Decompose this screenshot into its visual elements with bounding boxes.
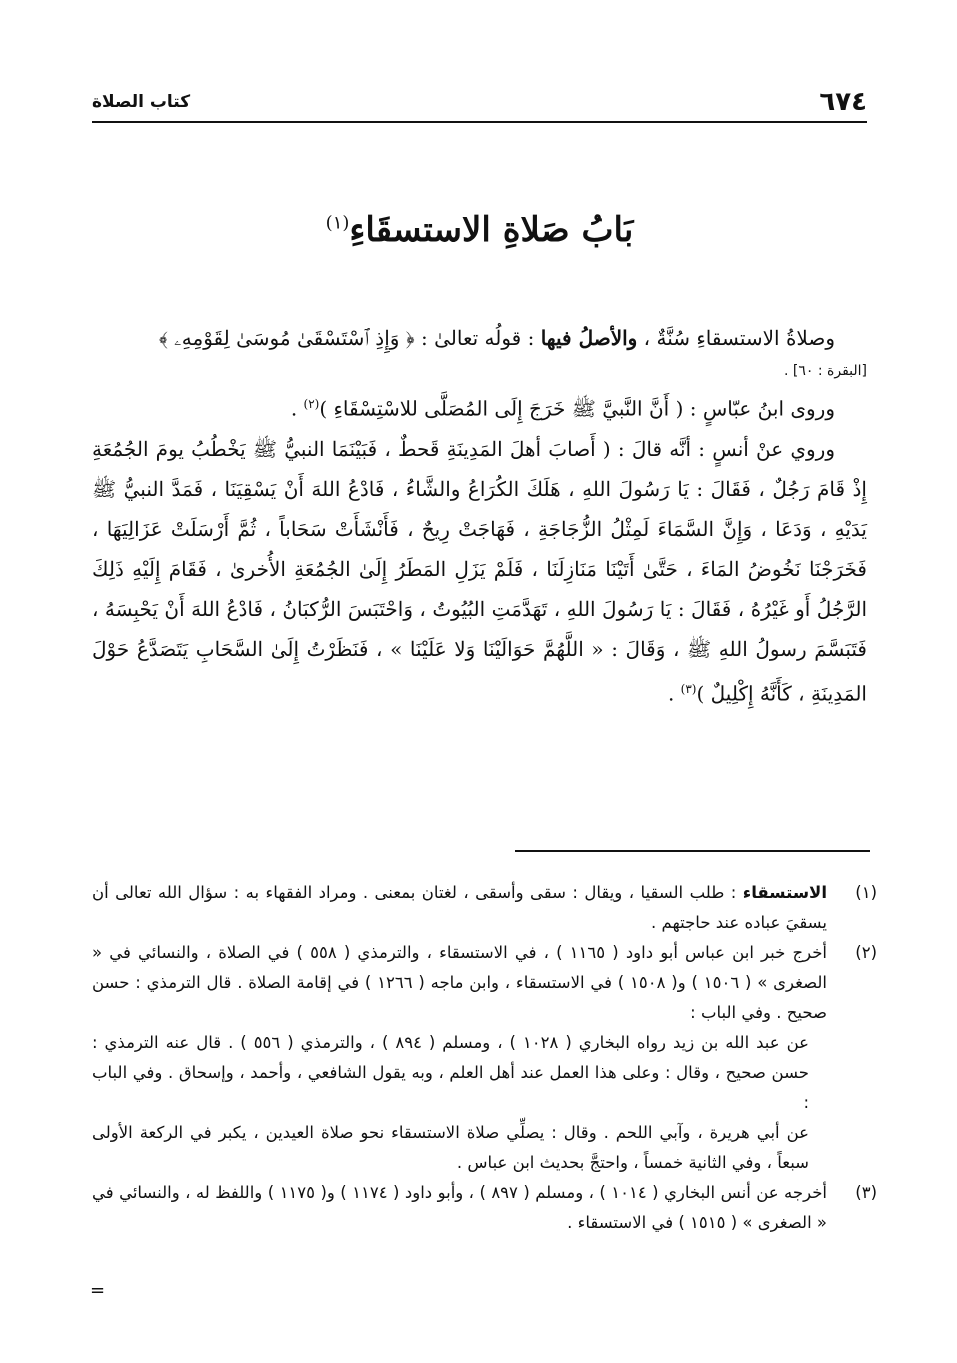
footnote-3	[92, 1178, 877, 1238]
p2-text: وروى ابنُ عبّاسٍ : ( أَنَّ النَّبيَّ ﷺ خَرَجَ إِلَى المُصَلَّى للاسْتِسْقَاءِ )	[319, 396, 835, 421]
footnote-marker-1: (١)	[325, 212, 350, 234]
paragraph-1	[92, 318, 867, 358]
page-number: ٦٧٤	[819, 87, 867, 117]
footnote-divider	[515, 850, 870, 852]
header-divider	[92, 121, 867, 123]
verse-reference: [البقرة : ٦٠] .	[783, 363, 867, 379]
paragraph-3	[92, 429, 867, 714]
p1-rest: : قولُه تعالىٰ : ﴿ وَإِذِ ٱسْتَسْقَىٰ مُوسَىٰ لِقَوْمِهِۦ ﴾	[158, 326, 541, 350]
continuation-mark: =	[90, 1280, 106, 1301]
p3-text: وروي عنْ أنسٍ : أنَّه قالَ : ( أَصابَ أهلَ المَدِينَةِ قَحطٌ ، فَبَيْنَمَا النبيُّ ﷺ يَخْطُبُ يومَ الجُمُعَةِ إِذْ قَامَ رَجُلٌ ، فَقَالَ : يَا رَسُولَ اللهِ ، هَلَكَ الكُرَاعُ والشَّاءُ ، فَادْعُ اللهَ أَنْ يَسْقِيَنَا ، فَمَدَّ النبيُّ ﷺ يَدَيْهِ ، وَدَعَا ، وَإِنَّ السَّمَاءَ لَمِثْلُ الزُّجَاجَةِ ، فَهَاجَتْ رِيحٌ ، فَأَنْشَأَتْ سَحَاباً ، ثُمَّ أَرْسَلَتْ عَزَالِيَهَا ، فَخَرَجْنَا نَخُوضُ المَاءَ ، حَتَّىٰ أَتَيْنَا مَنَازِلَنَا ، فَلَمْ يَزَلِ المَطَرُ إِلَىٰ الجُمُعَةِ الأُخرىٰ ، فَقَامَ إِلَيْهِ ذَلِكَ الرَّجُلُ أَو غَيْرُهُ ، فَقَالَ : يَا رَسُولَ اللهِ ، تَهَدَّمَتِ البُيُوتُ ، وَاحْتَبَسَ الرُّكبَانُ ، فَادْعُ اللهَ أَنْ يَحْبِسَهُ ، فَتَبَسَّمَ رسولُ اللهِ ﷺ ، وَقَالَ : « اللَّهُمَّ حَوَالَيْنَا وَلا عَلَيْنَا » ، فَنَظَرْتُ إِلَىٰ السَّحَابِ يَتَصَدَّعُ حَوْلَ المَدِينَةِ ، كَأَنَّهُ إِكْلِيلٌ )	[92, 436, 867, 706]
footnote-body	[92, 1178, 827, 1238]
chapter-title	[92, 210, 867, 250]
footnote-text: أخرجه عن أنس البخاري ( ١٠١٤ ) ، ومسلم ( ٨٩٧ ) ، وأبو داود ( ١١٧٤ ) و( ١١٧٥ ) واللفظ له ، والنسائي في « الصغرى » ( ١٥١٥ ) في الاستسقاء .	[92, 1183, 827, 1232]
footnote-sub-2: عن أبي هريرة ، وآبي اللحم . وقال : يصلِّي صلاة الاستسقاء نحو صلاة العيدين ، يكبر في الركعة الأولى سبعاً ، وفي الثانية خمساً ، واحتجَّ بحديث ابن عباس .	[92, 1123, 809, 1172]
p1-lead: وصلاةُ الاستسقاءِ سُنَّةٌ ،	[637, 326, 835, 350]
p1-bold: والأصلُ فيها	[540, 326, 638, 350]
footnote-definition: : طلب السقيا ، ويقال : سقى وأسقى ، لغتان بمعنى . ومراد الفقهاء به : سؤال الله تعالى أن يسقيَ عباده عند حاجتهم .	[92, 883, 827, 932]
chapter-title-text: بَابُ صَلاةِ الاستسقَاءِ	[349, 210, 634, 250]
footnote-2	[92, 938, 877, 1178]
footnotes	[92, 878, 877, 1238]
paragraph-2	[92, 384, 867, 429]
footnote-term: الاستسقاء	[742, 883, 827, 902]
footnote-marker-2: (٢)	[303, 397, 320, 411]
footnote-number: (٢)	[855, 943, 877, 962]
main-text	[92, 318, 867, 713]
running-header	[92, 84, 867, 120]
p2-end: .	[290, 396, 304, 421]
book-title: كتاب الصلاة	[92, 92, 191, 112]
footnote-number: (١)	[855, 883, 877, 902]
footnote-text	[92, 878, 827, 938]
footnote-body	[92, 878, 827, 938]
footnote-number: (٣)	[855, 1183, 877, 1202]
footnote-text: أخرج خبر ابن عباس أبو داود ( ١١٦٥ ) ، في الاستسقاء ، والترمذي ( ٥٥٨ ) في الصلاة ، والنسائي في « الصغرى » ( ١٥٠٦ ) و( ١٥٠٨ ) في الاستسقاء ، وابن ماجه ( ١٢٦٦ ) في إقامة الصلاة . قال الترمذي : حسن صحيح . وفي الباب :	[92, 943, 828, 1022]
p3-end: .	[667, 681, 681, 706]
footnote-body	[92, 938, 827, 1178]
footnote-1	[92, 878, 877, 938]
footnote-marker-3: (٣)	[680, 681, 697, 696]
footnote-sub-1: عن عبد الله بن زيد رواه البخاري ( ١٠٢٨ ) ، ومسلم ( ٨٩٤ ) ، والترمذي ( ٥٥٦ ) . قال عنه الترمذي : حسن صحيح ، وقال : وعلى هذا العمل عند أهل العلم ، وبه يقول الشافعي ، وأحمد ، وإسحاق . وفي الباب :	[92, 1033, 809, 1112]
